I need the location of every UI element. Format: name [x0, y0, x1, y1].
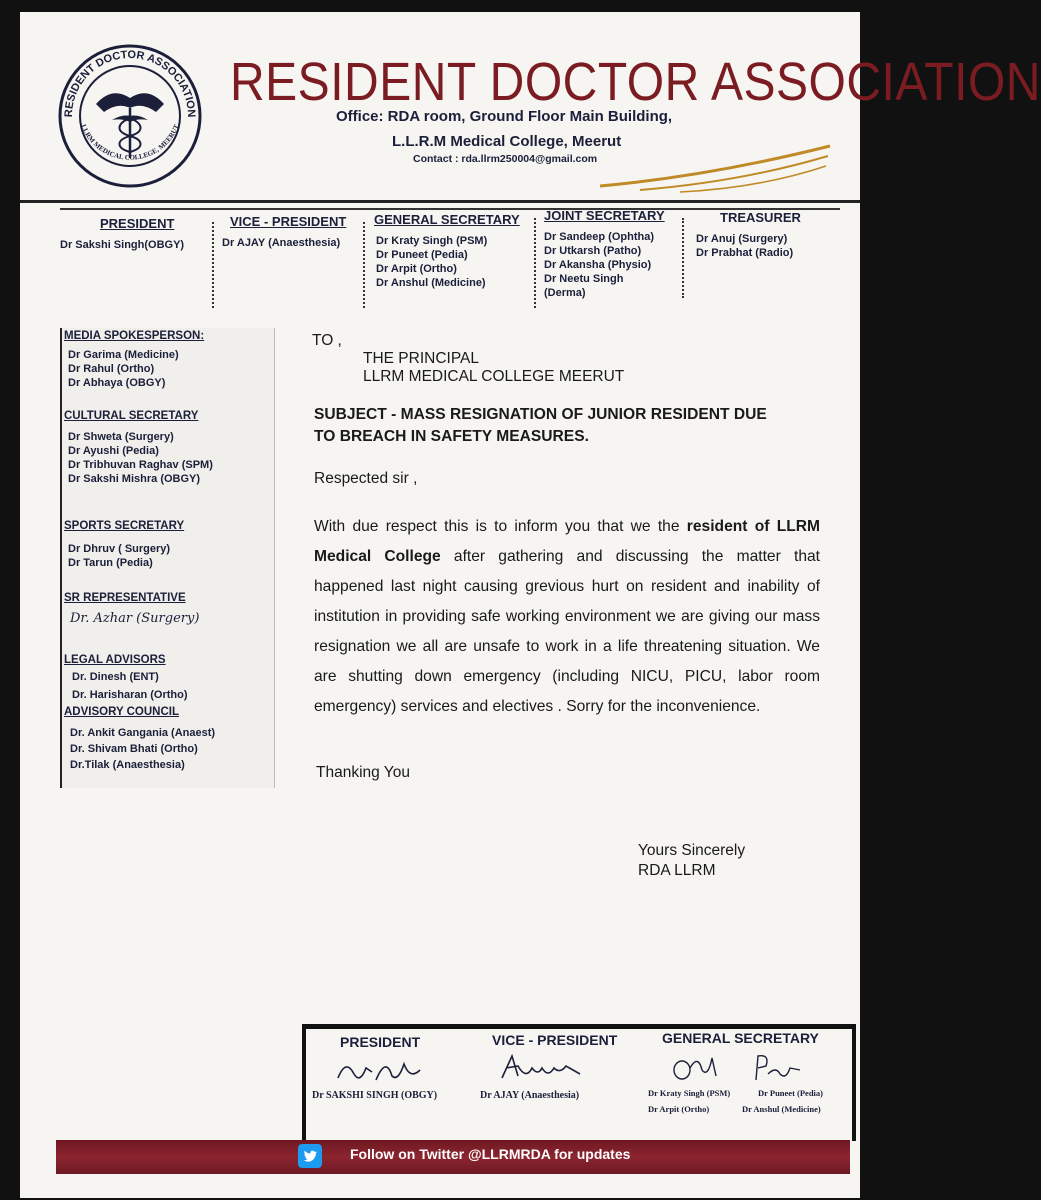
bearer-title: VICE - PRESIDENT [230, 214, 347, 229]
seal-text-bottom: LLRM MEDICAL COLLEGE, MEERUT [79, 123, 181, 162]
sidebar-heading: LEGAL ADVISORS [64, 654, 166, 666]
letter-thanks: Thanking You [316, 764, 410, 781]
decorative-swoosh [580, 140, 840, 196]
bearer-name: Dr Arpit (Ortho) [376, 263, 457, 275]
sidebar-name: Dr Sakshi Mishra (OBGY) [68, 473, 201, 485]
signature-title-gs: GENERAL SECRETARY [662, 1030, 819, 1046]
letter-recipient-college: LLRM MEDICAL COLLEGE MEERUT [363, 368, 625, 385]
sidebar-heading: MEDIA SPOKESPERSON: [64, 330, 205, 342]
rda-seal-logo [56, 42, 204, 190]
sidebar-name: Dr Ayushi (Pedia) [68, 445, 159, 457]
sidebar-name: Dr.Tilak (Anaesthesia) [70, 759, 185, 771]
sidebar-heading: SPORTS SECRETARY [64, 520, 185, 532]
bearer-title: GENERAL SECRETARY [374, 212, 520, 227]
signature-title-vp: VICE - PRESIDENT [492, 1032, 618, 1048]
footer-twitter-text [350, 1146, 630, 1162]
bearer-name: Dr Utkarsh (Patho) [544, 245, 642, 257]
seal-text-top: RESIDENT DOCTOR ASSOCIATION [62, 48, 198, 118]
bearer-title: PRESIDENT [100, 216, 175, 231]
signature-name-vp: Dr AJAY (Anaesthesia) [480, 1090, 580, 1101]
letter-subject-line-1: SUBJECT - MASS RESIGNATION OF JUNIOR RESIDENT DUE [314, 406, 767, 423]
signature-name-gs: Dr Puneet (Pedia) [758, 1088, 823, 1098]
college-address: L.L.R.M Medical College, Meerut [392, 133, 622, 150]
bearer-name: Dr Neetu Singh [544, 273, 624, 285]
office-address: Office: RDA room, Ground Floor Main Building, [336, 108, 673, 125]
bearer-name: Dr AJAY (Anaesthesia) [222, 237, 341, 249]
sidebar-name: Dr. Dinesh (ENT) [72, 671, 159, 683]
letter-signatory: RDA LLRM [638, 862, 716, 879]
body-text-bold: resident of LLRM Medical College [314, 518, 820, 565]
sidebar-heading: CULTURAL SECRETARY [64, 410, 199, 422]
letter-closing: Yours Sincerely [638, 842, 746, 859]
bearer-president [100, 212, 174, 231]
bearer-name: Dr Kraty Singh (PSM) [376, 235, 488, 247]
signature-name-gs: Dr Anshul (Medicine) [742, 1104, 821, 1114]
footer-suffix: for updates [550, 1146, 631, 1162]
bearer-name: Dr Anuj (Surgery) [696, 233, 788, 245]
letter-to: TO , [312, 332, 342, 349]
body-text: With due respect this is to inform you that we the [314, 518, 687, 535]
contact-email: Contact : rda.llrm250004@gmail.com [413, 153, 598, 165]
association-title: RESIDENT DOCTOR ASSOCIATION [230, 53, 1041, 113]
body-text: after gathering and discussing the matter that happened last night causing grevious hurt on resident and inability of institution in providing safe working environment we are giving our mass resignation we all are unsafe to work in a life threatening situation. We are shutting down emergency (including NICU, PICU, labor room emergency) services and electives . Sorry for the inconvenience. [314, 548, 820, 715]
gs-signature-2 [750, 1050, 806, 1084]
sidebar-name: Dr Garima (Medicine) [68, 349, 179, 361]
sidebar-name: Dr Tribhuvan Raghav (SPM) [68, 459, 213, 471]
header-divider [20, 200, 860, 203]
sidebar-name: Dr. Harisharan (Ortho) [72, 689, 188, 701]
twitter-icon [298, 1144, 322, 1168]
letter-page [20, 12, 1041, 1198]
bearer-title: JOINT SECRETARY [544, 208, 665, 223]
signature-name-gs: Dr Kraty Singh (PSM) [648, 1088, 731, 1098]
sidebar-name: Dr Rahul (Ortho) [68, 363, 155, 375]
signature-name-president: Dr SAKSHI SINGH (OBGY) [312, 1090, 438, 1101]
sidebar-name: Dr. Azhar (Surgery) [70, 611, 200, 626]
president-signature [330, 1052, 430, 1088]
twitter-handle-link[interactable]: @LLRMRDA [467, 1146, 551, 1162]
gs-signature-1 [668, 1048, 724, 1084]
bearer-name: Dr Akansha (Physio) [544, 259, 652, 271]
signature-name-gs: Dr Arpit (Ortho) [648, 1104, 710, 1114]
footer-prefix: Follow on Twitter [350, 1146, 468, 1162]
signature-title-president: PRESIDENT [340, 1034, 421, 1050]
letter-recipient-title: THE PRINCIPAL [363, 350, 479, 367]
bearer-name: Dr Puneet (Pedia) [376, 249, 468, 261]
sidebar-name: Dr Tarun (Pedia) [68, 557, 153, 569]
letter-body-paragraph [314, 512, 820, 722]
bearer-separator [682, 218, 684, 298]
bearer-separator [212, 222, 214, 308]
bearer-separator [534, 218, 536, 308]
sidebar-name: Dr Dhruv ( Surgery) [68, 543, 171, 555]
sidebar-name: Dr. Shivam Bhati (Ortho) [70, 743, 198, 755]
bearer-name: (Derma) [544, 287, 586, 299]
bearer-name: Dr Sandeep (Ophtha) [544, 231, 655, 243]
vp-signature [496, 1050, 586, 1086]
sidebar-name: Dr Shweta (Surgery) [68, 431, 174, 443]
sidebar-name: Dr Abhaya (OBGY) [68, 377, 166, 389]
bearer-name: Dr Sakshi Singh(OBGY) [60, 239, 185, 251]
letter-subject-line-2: TO BREACH IN SAFETY MEASURES. [314, 428, 589, 445]
bearer-title: TREASURER [720, 210, 801, 225]
sidebar-heading: SR REPRESENTATIVE [64, 592, 186, 604]
bearer-name: Dr Prabhat (Radio) [696, 247, 794, 259]
sidebar-heading: ADVISORY COUNCIL [64, 706, 180, 718]
bearer-separator [363, 222, 365, 308]
letter-salutation: Respected sir , [314, 470, 418, 487]
sidebar-name: Dr. Ankit Gangania (Anaest) [70, 727, 216, 739]
bearer-name: Dr Anshul (Medicine) [376, 277, 486, 289]
